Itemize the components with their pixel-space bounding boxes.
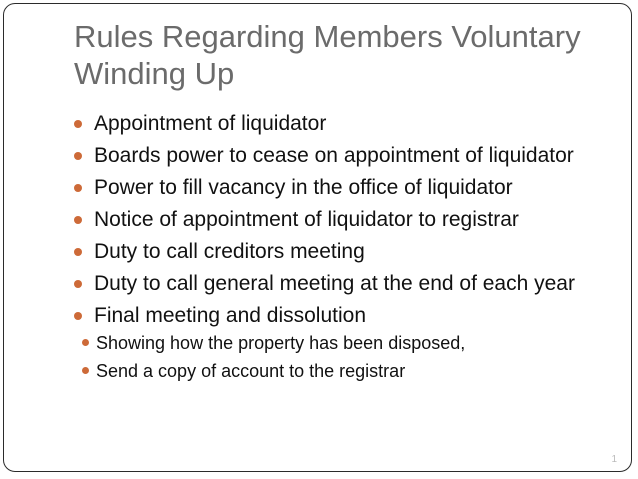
sub-bullet-dot-icon — [82, 339, 89, 346]
bullet-dot-icon — [74, 184, 82, 192]
bullet-dot-icon — [74, 280, 82, 288]
bullet-text: Notice of appointment of liquidator to registrar — [94, 208, 519, 231]
bullet-text: Duty to call general meeting at the end of each year — [94, 272, 575, 295]
bullet-text: Appointment of liquidator — [94, 112, 327, 135]
slide-frame — [3, 3, 632, 472]
sub-bullet-item — [82, 360, 604, 382]
bullet-item — [74, 112, 604, 136]
page-number: 1 — [611, 454, 617, 465]
bullet-item — [74, 176, 604, 200]
bullet-item — [74, 144, 604, 168]
bullet-dot-icon — [74, 120, 82, 128]
bullet-item — [74, 240, 604, 264]
bullet-dot-icon — [74, 152, 82, 160]
bullet-text: Boards power to cease on appointment of liquidator — [94, 144, 574, 167]
bullet-item — [74, 304, 604, 382]
bullet-text: Power to fill vacancy in the office of liquidator — [94, 176, 513, 199]
bullet-list — [74, 112, 604, 390]
bullet-item — [74, 208, 604, 232]
sub-bullet-text: Send a copy of account to the registrar — [96, 361, 406, 381]
bullet-dot-icon — [74, 216, 82, 224]
sub-bullet-item — [82, 332, 604, 354]
bullet-item — [74, 272, 604, 296]
bullet-dot-icon — [74, 312, 82, 320]
sub-bullet-list — [82, 332, 604, 382]
bullet-dot-icon — [74, 248, 82, 256]
bullet-text: Final meeting and dissolution — [94, 304, 366, 327]
sub-bullet-text: Showing how the property has been disposed, — [96, 333, 466, 353]
sub-bullet-dot-icon — [82, 367, 89, 374]
slide-title: Rules Regarding Members Voluntary Winding Up — [74, 19, 581, 91]
bullet-text: Duty to call creditors meeting — [94, 240, 365, 263]
